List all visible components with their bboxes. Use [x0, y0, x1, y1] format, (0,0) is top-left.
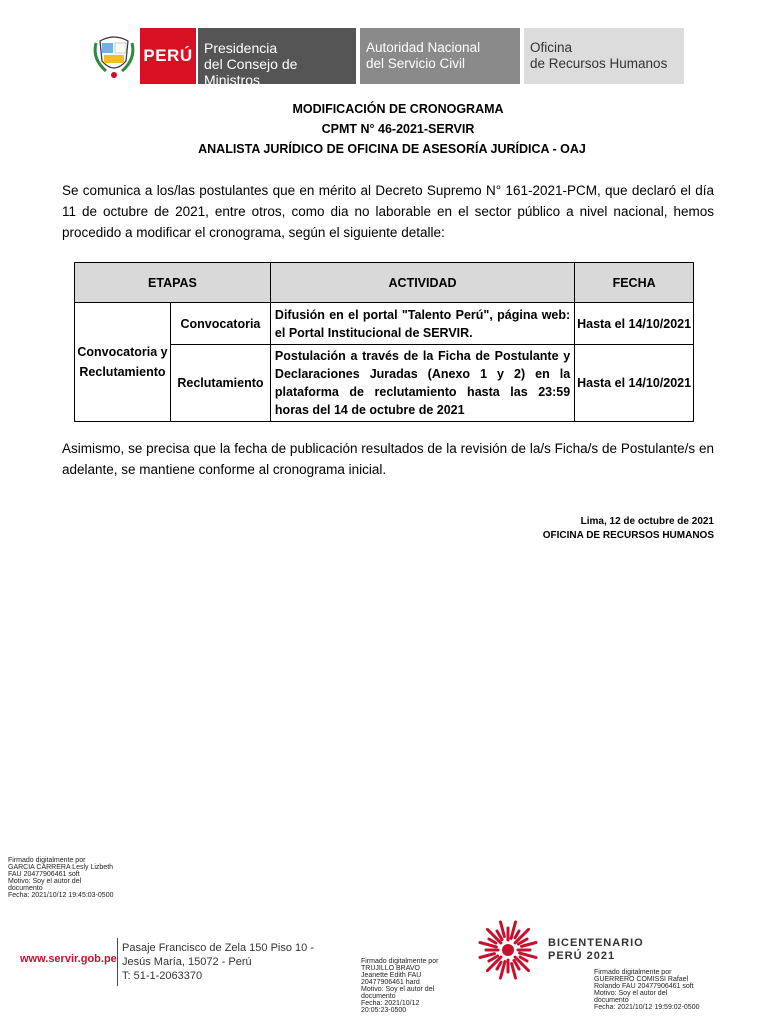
bicentenario-text	[548, 937, 644, 963]
coat-of-arms-icon	[88, 28, 140, 84]
intro-paragraph: Se comunica a los/las postulantes que en mérito al Decreto Supremo N° 161-2021-PCM, que declaró el día 11 de octubre de 2021, entre otros, como dia no laborable en el sector público a nivel nacional, hemos procedido a modificar el cronograma, según el siguiente detalle:	[62, 183, 714, 240]
ray	[480, 954, 494, 958]
bicentenario-line2: PERÚ 2021	[548, 950, 616, 962]
table-row	[75, 303, 694, 345]
footer-address	[122, 941, 314, 983]
signing-office: OFICINA DE RECURSOS HUMANOS	[542, 530, 714, 541]
fecha-cell: Hasta el 14/10/2021	[575, 303, 694, 345]
address-line2: Jesús María, 15072 - Perú	[122, 956, 252, 968]
closing-paragraph: Asimismo, se precisa que la fecha de publicación resultados de la revisión de la/s Ficha/s de Postulante/s en adelante, se mantiene conforme al cronograma inicial.	[62, 441, 714, 477]
bicentenario-logo-icon	[476, 918, 540, 982]
orh-line2: de Recursos Humanos	[530, 56, 668, 71]
sig-line: FAU 20477906461 soft	[8, 871, 80, 878]
sig-line: Fecha: 2021/10/12 19:59:02-0500	[594, 1004, 700, 1011]
document-position: ANALISTA JURÍDICO DE OFICINA DE ASESORÍA JURÍDICA - OAJ	[198, 142, 586, 156]
sig-line: GARCIA CARRERA Lesly Lizbeth	[8, 864, 114, 871]
sig-line: Rolando FAU 20477906461 soft	[594, 983, 694, 990]
sig-line: Fecha: 2021/10/12 19:45:03-0500	[8, 892, 114, 899]
sig-line: 20477906461 hard	[361, 979, 420, 986]
sig-line: Motivo: Soy el autor del	[594, 990, 668, 997]
sig-line: GUERRERO COMISSI Rafael	[594, 976, 689, 983]
digital-signature-1	[8, 857, 113, 899]
sig-line: TRUJILLO BRAVO	[361, 965, 420, 972]
sig-line: Firmado digitalmente por	[594, 969, 672, 976]
ray	[489, 939, 496, 943]
sig-line: Firmado digitalmente por	[361, 958, 439, 965]
header-etapas: ETAPAS	[75, 263, 271, 303]
header-logos	[88, 28, 684, 88]
ray	[515, 931, 519, 938]
website-link[interactable]: www.servir.gob.pe	[20, 953, 117, 965]
peru-label: PERÚ	[143, 46, 193, 65]
sig-line: Jeanette Edith FAU	[361, 972, 422, 979]
footer-divider	[117, 938, 118, 986]
digital-signature-3	[594, 969, 699, 1011]
orh-line1: Oficina	[530, 40, 573, 55]
document-title: MODIFICACIÓN DE CRONOGRAMA	[292, 102, 504, 116]
sig-line: Firmado digitalmente por	[8, 857, 86, 864]
sig-line: documento	[361, 993, 396, 1000]
orh-logo	[524, 28, 684, 84]
address-line1: Pasaje Francisco de Zela 150 Piso 10 -	[122, 942, 314, 954]
actividad-cell: Postulación a través de la Ficha de Postulante y Declaraciones Juradas (Anexo 1 y 2) en la plataforma de reclutamiento hasta las 23:59 horas del 14 de octubre de 2021	[270, 345, 574, 422]
header-actividad: ACTIVIDAD	[270, 263, 574, 303]
pcm-line2: del Consejo de Ministros	[204, 56, 298, 88]
anc-line1: Autoridad Nacional	[366, 40, 481, 55]
bicentenario-line1: BICENTENARIO	[548, 937, 644, 949]
ray	[497, 962, 501, 969]
sig-line: Fecha: 2021/10/12	[361, 1000, 420, 1007]
sig-line: Motivo: Soy el autor del	[361, 986, 435, 993]
anc-logo	[360, 28, 520, 84]
digital-signature-2	[361, 958, 438, 1014]
pcm-line1: Presidencia	[204, 40, 278, 56]
ray	[500, 922, 504, 936]
sub-etapa-cell: Reclutamiento	[170, 345, 270, 422]
sig-line: documento	[594, 997, 629, 1004]
anc-line2: del Servicio Civil	[366, 56, 466, 71]
actividad-cell: Difusión en el portal "Talento Perú", página web: el Portal Institucional de SERVIR.	[270, 303, 574, 345]
document-code: CPMT N° 46-2021-SERVIR	[321, 122, 475, 136]
ray	[512, 964, 516, 978]
sig-line: documento	[8, 885, 43, 892]
phone: T: 51-1-2063370	[122, 970, 203, 982]
table-header-row	[75, 263, 694, 303]
sig-line: 20:05:23-0500	[361, 1007, 407, 1014]
peru-logo	[140, 28, 196, 84]
fecha-cell: Hasta el 14/10/2021	[575, 345, 694, 422]
ray	[520, 957, 527, 961]
ray	[522, 942, 536, 946]
sig-line: Motivo: Soy el autor del	[8, 878, 82, 885]
header-fecha: FECHA	[575, 263, 694, 303]
etapa-cell: Convocatoria y Reclutamiento	[75, 303, 171, 422]
place-date: Lima, 12 de octubre de 2021	[580, 516, 714, 527]
schedule-table	[74, 262, 694, 422]
pcm-logo	[198, 28, 356, 88]
sub-etapa-cell: Convocatoria	[170, 303, 270, 345]
